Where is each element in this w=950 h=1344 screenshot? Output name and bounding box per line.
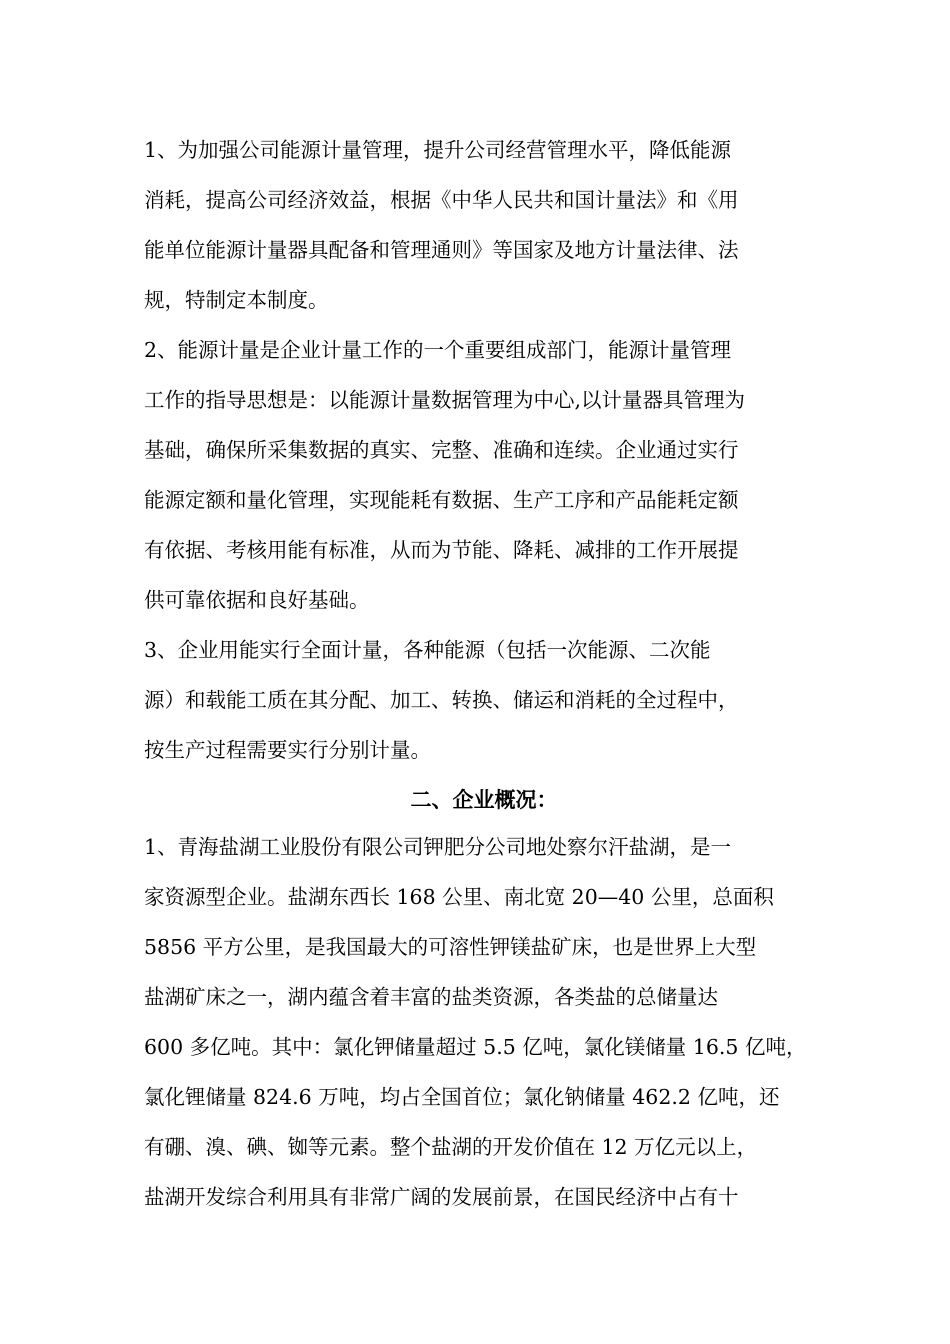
paragraph-1-line-1: 1、为加强公司能源计量管理，提升公司经营管理水平，降低能源	[144, 138, 732, 162]
paragraph-4-line-8: 盐湖开发综合利用具有非常广阔的发展前景，在国民经济中占有十	[144, 1185, 739, 1209]
paragraph-1-line-3: 能单位能源计量器具配备和管理通则》等国家及地方计量法律、法	[144, 238, 739, 262]
paragraph-2-line-1: 2、能源计量是企业计量工作的一个重要组成部门，能源计量管理	[144, 338, 732, 362]
paragraph-4-line-4: 盐湖矿床之一，湖内蕴含着丰富的盐类资源，各类盐的总储量达	[144, 985, 718, 1009]
paragraph-4-line-1: 1、青海盐湖工业股份有限公司钾肥分公司地处察尔汗盐湖，是一	[144, 835, 732, 859]
paragraph-2-line-5: 有依据、考核用能有标准，从而为节能、降耗、减排的工作开展提	[144, 538, 739, 562]
paragraph-3-line-2: 源）和载能工质在其分配、加工、转换、储运和消耗的全过程中，	[144, 688, 739, 712]
paragraph-3-line-1: 3、企业用能实行全面计量，各种能源（包括一次能源、二次能	[144, 638, 711, 662]
paragraph-4-line-5: 600 多亿吨。其中：氯化钾储量超过 5.5 亿吨，氯化镁储量 16.5 亿吨，	[144, 1035, 807, 1059]
paragraph-2-line-6: 供可靠依据和良好基础。	[144, 588, 370, 612]
section-heading: 二、企业概况：	[410, 787, 558, 812]
paragraph-4-line-2: 家资源型企业。盐湖东西长 168 公里、南北宽 20—40 公里，总面积	[144, 885, 774, 909]
paragraph-3-line-3: 按生产过程需要实行分别计量。	[144, 738, 431, 762]
paragraph-4-line-3: 5856 平方公里，是我国最大的可溶性钾镁盐矿床，也是世界上大型	[144, 935, 757, 959]
paragraph-4-line-7: 有硼、溴、碘、铷等元素。整个盐湖的开发价值在 12 万亿元以上，	[144, 1135, 758, 1159]
paragraph-4-line-6: 氯化锂储量 824.6 万吨，均占全国首位；氯化钠储量 462.2 亿吨，还	[144, 1085, 780, 1109]
paragraph-2-line-2: 工作的指导思想是：以能源计量数据管理为中心,以计量器具管理为	[144, 388, 746, 412]
paragraph-1-line-2: 消耗，提高公司经济效益，根据《中华人民共和国计量法》和《用	[144, 188, 739, 212]
paragraph-2-line-3: 基础，确保所采集数据的真实、完整、准确和连续。企业通过实行	[144, 438, 739, 462]
paragraph-1-line-4: 规，特制定本制度。	[144, 288, 329, 312]
paragraph-2-line-4: 能源定额和量化管理，实现能耗有数据、生产工序和产品能耗定额	[144, 488, 739, 512]
